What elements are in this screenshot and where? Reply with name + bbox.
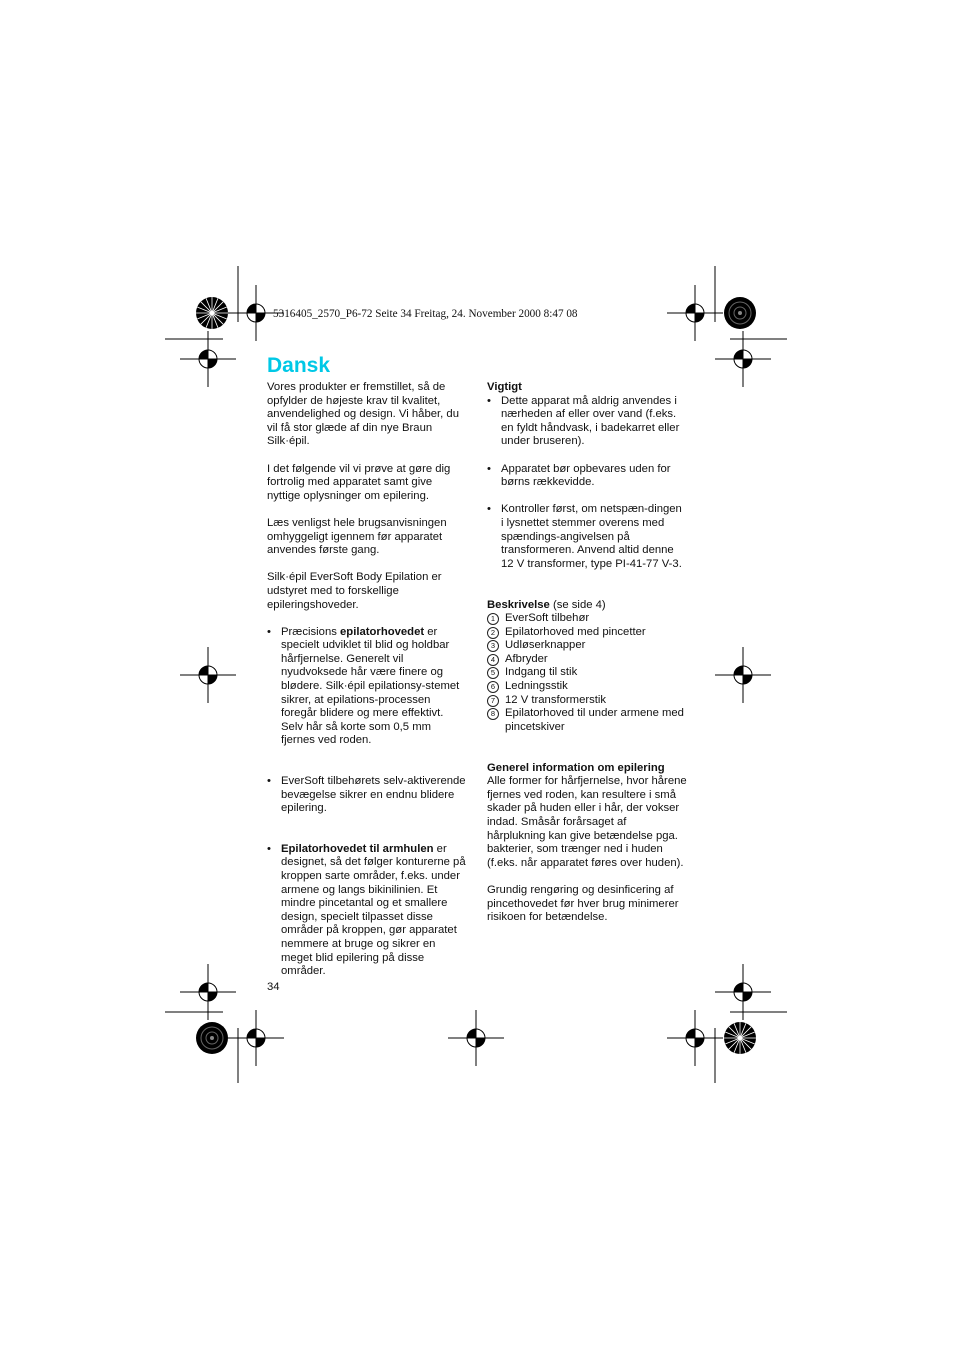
page-title: Dansk — [267, 354, 331, 377]
vigtigt-heading: Vigtigt — [487, 381, 522, 393]
description-item: 7 12 V transformerstik — [487, 694, 687, 708]
number-circle-icon: 5 — [487, 667, 499, 679]
number-circle-icon: 8 — [487, 708, 499, 720]
print-slug-line: 5316405_2570_P6-72 Seite 34 Freitag, 24. November 2000 8:47 08 — [273, 308, 578, 320]
description-item: 3 Udløserknapper — [487, 639, 687, 653]
description-item: 6 Ledningsstik — [487, 680, 687, 694]
description-item: 2 Epilatorhoved med pincetter — [487, 626, 687, 640]
intro-paragraph: I det følgende vil vi prøve at gøre dig fortrolig med apparatet samt give nyttige oplysninger om epilering. — [267, 462, 451, 502]
vigtigt-item: • Dette apparat må aldrig anvendes i nærheden af eller over vand (f.eks. en fyldt håndvask, i badekarret eller under bruseren). — [487, 395, 687, 449]
description-item: 5 Indgang til stik — [487, 666, 687, 680]
number-circle-icon: 2 — [487, 627, 499, 639]
bullet-armpit-head: • Epilatorhovedet til armhulen er designet, så det følger konturerne på kroppen sarte områder, f.eks. under armene og langs bikinilinien. Et mindre pincetantal og et smallere design, specielt tilpasset disse områder på kroppen, gør apparatet nemmere at bruge og sikrer en meget blid epilering på disse områder. — [267, 843, 467, 979]
number-circle-icon: 7 — [487, 695, 499, 707]
left-column — [267, 381, 467, 992]
intro-paragraph: Silk·épil EverSoft Body Epilation er udstyret med to forskellige epileringshoveder. — [267, 571, 442, 611]
generel-heading: Generel information om epilering — [487, 761, 665, 774]
intro-paragraph: Vores produkter er fremstillet, så de opfylder de højeste krav til kvalitet, anvendelighed og design. Vi håber, du vil få stor glæde af din nye Braun Silk·épil. — [267, 381, 459, 448]
generel-paragraph: Alle former for hårfjernelse, hvor hårene fjernes ved roden, kan resultere i små skader på huden eller i hår, der vokser indad. Småsår forårsaget af hårplukning kan give betændelse pga. bakterier, som trænger ned i huden (f.eks. når apparatet føres over huden). — [487, 775, 687, 869]
number-circle-icon: 4 — [487, 654, 499, 666]
description-item: 1 EverSoft tilbehør — [487, 612, 687, 626]
rengoring-paragraph: Grundig rengøring og desinficering af pincethovedet før hver brug minimerer risikoen for betændelse. — [487, 883, 679, 924]
intro-paragraph: Læs venligst hele brugsanvisningen omhyggeligt igennem før apparatet anvendes første gang. — [267, 516, 447, 557]
bullet-eversoft: • EverSoft tilbehørets selv-aktiverende bevægelse sikrer en endnu blidere epilering. — [267, 775, 467, 816]
right-column — [487, 381, 687, 938]
vigtigt-item: • Apparatet bør opbevares uden for børns rækkevidde. — [487, 463, 687, 490]
number-circle-icon: 3 — [487, 640, 499, 652]
number-circle-icon: 1 — [487, 613, 499, 625]
description-item: 8 Epilatorhoved til under armene med pincetskiver — [487, 707, 687, 734]
bullet-precision-head: • Præcisions epilatorhovedet er specielt udviklet til blid og holdbar hårfjernelse. Generelt vil nyudvoksede hår være finere og blødere. Silk·épil epilationsy-stemet sikrer, at epilations-processen foregår blidere og mere effektivt. Selv hår så korte som 0,5 mm fjernes ved roden. — [267, 626, 467, 748]
vigtigt-item: • Kontroller først, om netspæn-dingen i lysnettet stemmer overens med spændings-angivelsen på transformeren. Anvend altid denne 12 V transformer, type PI-41-77 V-3. — [487, 503, 687, 571]
description-item: 4 Afbryder — [487, 653, 687, 667]
beskrivelse-heading: Beskrivelse (se side 4) — [487, 598, 606, 611]
number-circle-icon: 6 — [487, 681, 499, 693]
page-number: 34 — [267, 981, 280, 993]
